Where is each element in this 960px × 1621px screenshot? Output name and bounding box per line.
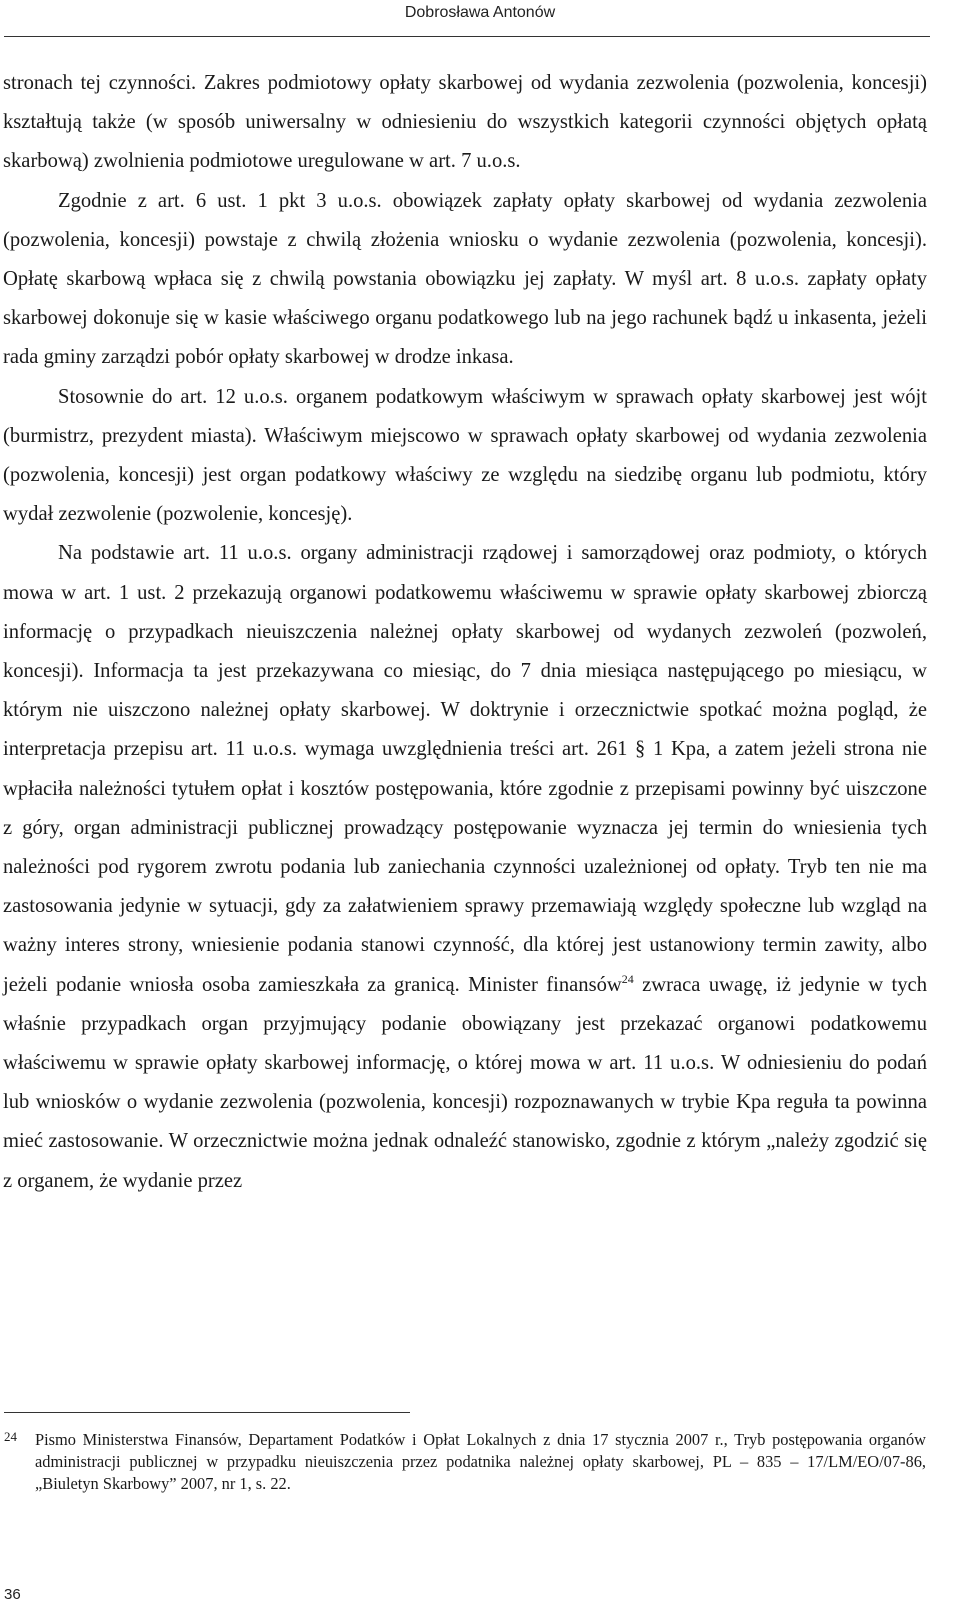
footnote xyxy=(4,1429,926,1495)
footnote-reference[interactable]: 24 xyxy=(621,971,634,986)
paragraph-1: stronach tej czynności. Zakres podmiotowy opłaty skarbowej od wydania zezwolenia (pozwolenia, koncesji) kształtują także (w sposób uniwersalny w odniesieniu do wszystkich kategorii czynności objętych opłatą skarbową) zwolnienia podmiotowe uregulowane w art. 7 u.o.s. xyxy=(3,72,927,173)
footnote-number: 24 xyxy=(4,1429,17,1444)
paragraph-4-part-1: Na podstawie art. 11 u.o.s. organy administracji rządowej i samorządowej oraz podmioty, o których mowa w art. 1 ust. 2 przekazują organowi podatkowemu właściwemu w sprawie opłaty skarbowej zbiorczą informację o przypadkach nieuiszczenia należnej opłaty skarbowej od wydanych zezwoleń (pozwoleń, koncesji). Informacja ta jest przekazywana co miesiąc, do 7 dnia miesiąca następującego po miesiącu, w którym nie uiszczono należnej opłaty skarbowej. W doktrynie i orzecznictwie spotkać można pogląd, że interpretacja przepisu art. 11 u.o.s. wymaga uwzględnienia treści art. 261 § 1 Kpa, a zatem jeżeli strona nie wpłaciła należności tytułem opłat i kosztów postępowania, które zgodnie z przepisami powinny być uiszczone z góry, organ administracji publicznej prowadzący postępowanie wyznacza jej termin do wniesienia tych należności pod rygorem zwrotu podania lub zaniechania czynności uzależnionej od opłaty. Tryb ten nie ma zastosowania jedynie w sytuacji, gdy za załatwieniem sprawy przemawiają względy społeczne lub wzgląd na ważny interes strony, wniesienie podania stanowi czynność, dla której jest ustanowiony termin zawity, albo jeżeli podanie wniosła osoba zamieszkała za granicą. Minister finansów xyxy=(3,542,927,996)
body-text xyxy=(3,64,927,1201)
running-header-title: Dobrosława Antonów xyxy=(404,4,556,21)
paragraph-3: Stosownie do art. 12 u.o.s. organem podatkowym właściwym w sprawach opłaty skarbowej jest wójt (burmistrz, prezydent miasta). Właściwym miejscowo w sprawach opłaty skarbowej od wydania zezwolenia (pozwolenia, koncesji) jest organ podatkowy właściwy ze względu na siedzibę organu lub podmiotu, który wydał zezwolenie (pozwolenie, koncesję). xyxy=(3,385,927,526)
paragraph-4 xyxy=(3,534,927,1200)
footnote-text: Pismo Ministerstwa Finansów, Departament Podatków i Opłat Lokalnych z dnia 17 stycznia 2007 r., Tryb postępowania organów administracji publicznej w przypadku nieuiszczenia przez podatnika należnej opłaty skarbowej, PL – 835 – 17/LM/EO/07-86, „Biuletyn Skarbowy” 2007, nr 1, s. 22. xyxy=(35,1430,926,1493)
paragraph-2: Zgodnie z art. 6 ust. 1 pkt 3 u.o.s. obowiązek zapłaty opłaty skarbowej od wydania zezwolenia (pozwolenia, koncesji) powstaje z chwilą złożenia wniosku o wydanie zezwolenia (pozwolenia, koncesji). Opłatę skarbową wpłaca się z chwilą powstania obowiązku jej zapłaty. W myśl art. 8 u.o.s. zapłaty opłaty skarbowej dokonuje się w kasie właściwego organu podatkowego lub na jego rachunek bądź u inkasenta, jeżeli rada gminy zarządzi pobór opłaty skarbowej w drodze inkasa. xyxy=(3,189,927,369)
page-number: 36 xyxy=(4,1586,21,1603)
running-header xyxy=(0,0,960,36)
paragraph-4-part-2: zwraca uwagę, iż jedynie w tych właśnie przypadkach organ przyjmujący podanie obowiązany jest przekazać organowi podatkowemu właściwemu w sprawie opłaty skarbowej informację, o której mowa w art. 11 u.o.s. W odniesieniu do podań lub wniosków o wydanie zezwolenia (pozwolenia, koncesji) rozpoznawanych w trybie Kpa reguła ta powinna mieć zastosowanie. W orzecznictwie można jednak odnaleźć stanowisko, zgodnie z którym „należy zgodzić się z organem, że wydanie przez xyxy=(3,973,927,1192)
header-divider xyxy=(4,36,930,37)
footnote-divider xyxy=(4,1412,410,1413)
